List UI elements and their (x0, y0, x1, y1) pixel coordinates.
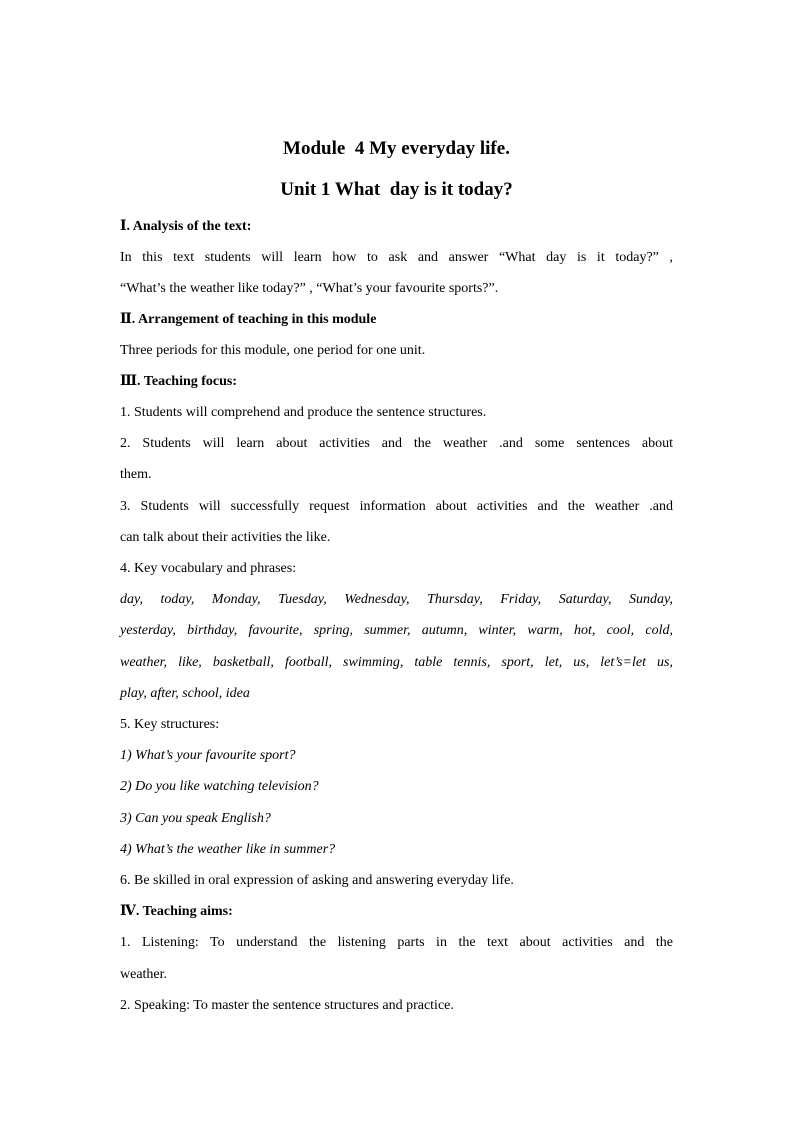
structure-3: 3) Can you speak English? (120, 811, 271, 826)
focus-item-2-line-1: 2. Students will learn about activities and the weather .and some sentences about (120, 436, 673, 451)
aims-item-2: 2. Speaking: To master the sentence structures and practice. (120, 998, 454, 1013)
vocab-line-4: play, after, school, idea (120, 686, 250, 701)
structure-2: 2) Do you like watching television? (120, 779, 319, 794)
focus-item-4: 4. Key vocabulary and phrases: (120, 561, 297, 576)
page-subtitle: Unit 1 What day is it today? (280, 179, 513, 200)
section-heading-focus: Ⅲ. Teaching focus: (120, 374, 238, 389)
section-heading-arrangement: Ⅱ. Arrangement of teaching in this module (120, 312, 377, 327)
section-heading-aims: Ⅳ. Teaching aims: (120, 904, 233, 919)
focus-item-5: 5. Key structures: (120, 717, 220, 732)
aims-item-1-line-2: weather. (120, 967, 168, 982)
section-heading-analysis: Ⅰ. Analysis of the text: (120, 219, 252, 234)
analysis-text-line-1: In this text students will learn how to ask and answer “What day is it today?” , (120, 250, 673, 265)
focus-item-3-line-2: can talk about their activities the like. (120, 530, 331, 545)
structure-1: 1) What’s your favourite sport? (120, 748, 296, 763)
analysis-text-line-2: “What’s the weather like today?” , “What’s your favourite sports?”. (120, 281, 499, 296)
focus-item-3-line-1: 3. Students will successfully request information about activities and the weather .and (120, 499, 673, 514)
vocab-line-2: yesterday, birthday, favourite, spring, summer, autumn, winter, warm, hot, cool, cold, (120, 623, 673, 638)
focus-item-2-line-2: them. (120, 467, 152, 482)
vocab-line-3: weather, like, basketball, football, swimming, table tennis, sport, let, us, let’s=let us, (120, 655, 673, 670)
aims-item-1-line-1: 1. Listening: To understand the listening parts in the text about activities and the (120, 935, 673, 950)
focus-item-6: 6. Be skilled in oral expression of asking and answering everyday life. (120, 873, 514, 888)
vocab-line-1: day, today, Monday, Tuesday, Wednesday, Thursday, Friday, Saturday, Sunday, (120, 592, 673, 607)
focus-item-1: 1. Students will comprehend and produce the sentence structures. (120, 405, 487, 420)
structure-4: 4) What’s the weather like in summer? (120, 842, 336, 857)
arrangement-text: Three periods for this module, one period for one unit. (120, 343, 426, 358)
page-title: Module 4 My everyday life. (283, 138, 510, 159)
